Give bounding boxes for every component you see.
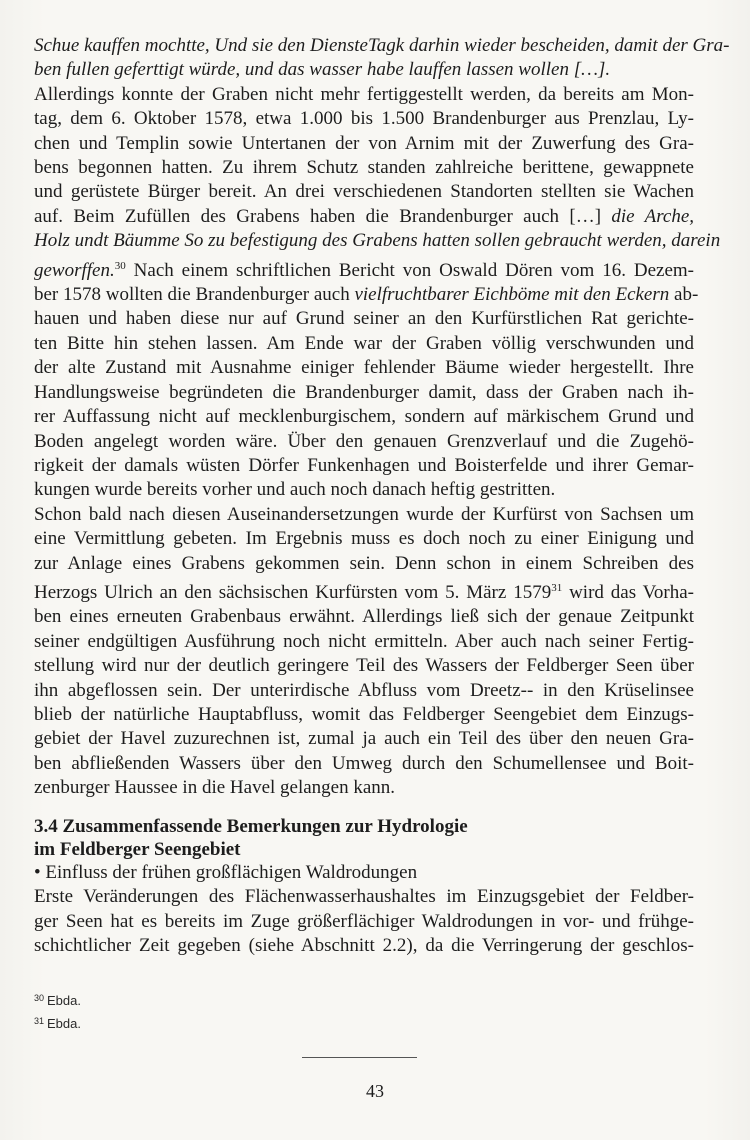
text-line bbox=[34, 283, 699, 307]
italic-quote: vielfruchtbarer Eichböme mit den Eckern bbox=[354, 284, 670, 306]
body-text bbox=[34, 34, 730, 801]
text-run: ber 1578 wollten die Brandenburger auch bbox=[34, 284, 355, 306]
heading-line: 3.4 Zusammenfassende Bemerkungen zur Hydrologie bbox=[34, 816, 468, 837]
text-line: ben fullen geferttigt würde, und das wasser habe lauffen lassen wollen […]. bbox=[34, 59, 611, 81]
text-line: ten Bitte hin stehen lassen. Am Ende war der Graben völlig verschwunden und bbox=[34, 332, 694, 354]
text-line: und gerüstete Bürger bereit. An drei verschiedenen Standorten stellten sie Wachen bbox=[34, 181, 694, 203]
text-line bbox=[34, 254, 694, 283]
footnote-number: 31 bbox=[34, 1016, 45, 1026]
text-line: ben eines erneuten Grabenbaus erwähnt. Allerdings ließ sich der genaue Zeitpunkt bbox=[34, 606, 694, 628]
text-line: ben abfließenden Wassers über den Umweg durch den Schumellensee und Boit- bbox=[34, 752, 694, 774]
text-run: auf. Beim Zufüllen des Grabens haben die Brandenburger auch […] bbox=[34, 205, 612, 227]
text-line: seiner endgültigen Ausführung noch nicht ermitteln. Aber auch nach seiner Fertig- bbox=[34, 630, 694, 652]
text-line: zur Anlage eines Grabens gekommen sein. Denn schon in einem Schreiben des bbox=[34, 552, 694, 574]
italic-quote: geworffen. bbox=[34, 259, 115, 281]
text-line: Erste Veränderungen des Flächenwasserhaushaltes im Einzugsgebiet der Feldber- bbox=[34, 886, 694, 908]
italic-quote: die Arche, bbox=[611, 205, 694, 227]
text-line: zenburger Haussee in die Havel gelangen kann. bbox=[34, 777, 396, 799]
text-line: bens begonnen hatten. Zu ihrem Schutz standen zahlreiche berittene, gewappnete bbox=[34, 157, 694, 179]
text-run: ab- bbox=[669, 284, 699, 306]
text-line: Allerdings konnte der Graben nicht mehr fertiggestellt werden, da bereits am Mon- bbox=[34, 83, 694, 105]
text-line: ger Seen hat es bereits im Zuge größerflächiger Waldrodungen in vor- und frühge- bbox=[34, 910, 694, 932]
footnote-ref: 30 bbox=[114, 259, 126, 272]
text-line: chen und Templin sowie Untertanen der von Arnim mit der Zuwerfung des Gra- bbox=[34, 132, 694, 154]
footnote-ref: 31 bbox=[551, 581, 563, 594]
heading-line: im Feldberger Seengebiet bbox=[34, 839, 241, 860]
section-body bbox=[34, 861, 694, 959]
text-line: Boden angelegt worden wäre. Über den genauen Grenzverlauf und die Zugehö- bbox=[34, 430, 694, 452]
footnote-text: Ebda. bbox=[47, 993, 81, 1008]
text-line: stellung wird nur der deutlich geringere Teil des Wassers der Feldberger Seen über bbox=[34, 655, 694, 677]
text-line: hauen und haben diese nur auf Grund seiner an den Kurfürstlichen Rat gerichte- bbox=[34, 308, 694, 330]
text-run: wird das Vorha- bbox=[562, 581, 694, 603]
text-line: tag, dem 6. Oktober 1578, etwa 1.000 bis 1.500 Brandenburger aus Prenzlau, Ly- bbox=[34, 108, 694, 130]
footnote bbox=[34, 988, 81, 1011]
footnote-number: 30 bbox=[34, 993, 45, 1003]
text-line: gebiet der Havel zuzurechnen ist, zumal ja auch ein Teil des über den neuen Gra- bbox=[34, 728, 694, 750]
text-line: rer Auffassung nicht auf mecklenburgischem, sondern auf märkischem Grund und bbox=[34, 406, 694, 428]
text-line: ihn abgeflossen sein. Der unterirdische Abfluss vom Dreetz-- in den Krüselinsee bbox=[34, 679, 694, 701]
page-number: 43 bbox=[366, 1081, 384, 1101]
text-line: kungen wurde bereits vorher und auch noch danach heftig gestritten. bbox=[34, 479, 556, 501]
text-line: Schon bald nach diesen Auseinandersetzungen wurde der Kurfürst von Sachsen um bbox=[34, 503, 694, 525]
text-line: Holz undt Bäumme So zu befestigung des Grabens hatten sollen gebraucht werden, darein bbox=[34, 230, 721, 252]
page-divider bbox=[302, 1057, 417, 1058]
text-line: schichtlicher Zeit gegeben (siehe Abschnitt 2.2), da die Verringerung der geschlos- bbox=[34, 935, 694, 957]
footnote-text: Ebda. bbox=[47, 1016, 81, 1031]
text-line: Handlungsweise begründeten die Brandenburger damit, dass der Graben nach ih- bbox=[34, 381, 694, 403]
text-line: der alte Zustand mit Ausnahme einiger fehlender Bäume wieder hergestellt. Ihre bbox=[34, 357, 694, 379]
text-line bbox=[34, 205, 694, 229]
footnote bbox=[34, 1011, 81, 1034]
text-run: Herzogs Ulrich an den sächsischen Kurfürsten vom 5. März 1579 bbox=[34, 581, 552, 603]
section-heading bbox=[34, 815, 694, 861]
text-line bbox=[34, 576, 694, 605]
bullet-line: • Einfluss der frühen großflächigen Waldrodungen bbox=[34, 862, 418, 883]
text-run: Nach einem schriftlichen Bericht von Oswald Dören vom 16. Dezem- bbox=[125, 259, 694, 281]
text-line: blieb der natürliche Hauptabfluss, womit das Feldberger Seengebiet dem Einzugs- bbox=[34, 703, 694, 725]
text-line: Schue kauffen mochtte, Und sie den DiensteTagk darhin wieder bescheiden, damit der Gra- bbox=[34, 35, 730, 56]
footnotes bbox=[34, 988, 81, 1034]
text-line: eine Vermittlung gebeten. Im Ergebnis muss es doch noch zu einer Einigung und bbox=[34, 528, 694, 550]
text-line: rigkeit der damals wüsten Dörfer Funkenhagen und Boisterfelde und ihrer Gemar- bbox=[34, 454, 694, 476]
